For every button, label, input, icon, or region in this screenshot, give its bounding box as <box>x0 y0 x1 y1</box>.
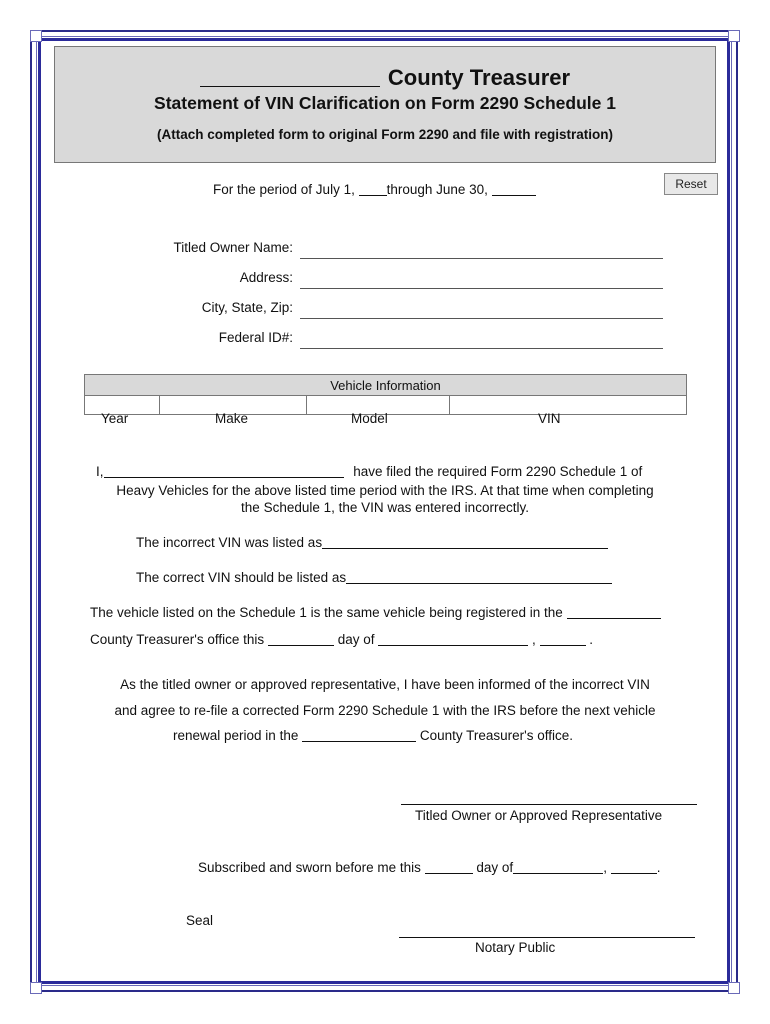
border-corner <box>728 982 740 994</box>
renewal-county-blank[interactable] <box>302 741 416 742</box>
same-vehicle-line-1: The vehicle listed on the Schedule 1 is the same vehicle being registered in the <box>90 605 661 620</box>
acknowledge-line-2: and agree to re-file a corrected Form 2290 Schedule 1 with the IRS before the next vehicle <box>114 703 656 718</box>
vehicle-table <box>84 374 687 415</box>
statement-line-3: the Schedule 1, the VIN was entered incorrectly. <box>241 500 529 515</box>
sworn-line: Subscribed and sworn before me this day of , . <box>198 860 661 875</box>
incorrect-vin-line: The incorrect VIN was listed as <box>136 535 608 550</box>
acknowledge-line-1: As the titled owner or approved representative, I have been informed of the incorrect VIN <box>120 677 650 692</box>
address-input[interactable] <box>300 270 663 289</box>
correct-vin-blank[interactable] <box>346 583 612 584</box>
vin-cell[interactable] <box>450 396 687 415</box>
city-state-zip-input[interactable] <box>300 300 663 319</box>
reset-button[interactable]: Reset <box>664 173 718 195</box>
attach-note: (Attach completed form to original Form 2290 and file with registration) <box>156 127 614 142</box>
form-title: County Treasurer <box>55 65 715 91</box>
year-column-label: Year <box>101 411 129 426</box>
address-label: Address: <box>239 270 293 285</box>
statement-line-1: I, have filed the required Form 2290 Schedule 1 of <box>96 464 643 479</box>
incorrect-vin-blank[interactable] <box>322 548 608 549</box>
sworn-day-blank[interactable] <box>425 873 473 874</box>
county-name-blank[interactable] <box>200 86 380 87</box>
owner-name-label: Titled Owner Name: <box>173 240 293 255</box>
correct-vin-line: The correct VIN should be listed as <box>136 570 612 585</box>
period-end-year-blank[interactable] <box>492 195 536 196</box>
border-corner <box>728 30 740 42</box>
same-vehicle-line-2: County Treasurer's office this day of , . <box>90 632 594 647</box>
registration-day-blank[interactable] <box>268 645 334 646</box>
period-start-year-blank[interactable] <box>359 195 387 196</box>
registration-county-blank[interactable] <box>567 618 661 619</box>
sworn-year-blank[interactable] <box>611 873 657 874</box>
vin-input[interactable] <box>450 396 690 414</box>
declarant-name-blank[interactable] <box>104 477 344 478</box>
vehicle-table-heading: Vehicle Information <box>85 375 687 396</box>
registration-month-blank[interactable] <box>378 645 528 646</box>
owner-name-input[interactable] <box>300 240 663 259</box>
form-subtitle: Statement of VIN Clarification on Form 2290 Schedule 1 <box>154 93 616 113</box>
statement-line-2: Heavy Vehicles for the above listed time period with the IRS. At that time when completing <box>116 483 654 498</box>
federal-id-label: Federal ID#: <box>218 330 293 345</box>
model-column-label: Model <box>351 411 388 426</box>
vin-column-label: VIN <box>538 411 561 426</box>
border-corner <box>30 982 42 994</box>
owner-signature-line[interactable] <box>401 804 697 805</box>
registration-year-blank[interactable] <box>540 645 586 646</box>
seal-label: Seal <box>186 913 214 928</box>
border-corner <box>30 30 42 42</box>
acknowledge-line-3: renewal period in the County Treasurer's office. <box>173 728 574 743</box>
sworn-month-blank[interactable] <box>513 873 603 874</box>
owner-signature-label: Titled Owner or Approved Representative <box>415 808 663 823</box>
notary-signature-line[interactable] <box>399 937 695 938</box>
period-line: For the period of July 1, through June 30, <box>213 182 536 197</box>
form-header <box>54 46 716 163</box>
federal-id-input[interactable] <box>300 330 663 349</box>
notary-label: Notary Public <box>475 940 556 955</box>
make-column-label: Make <box>215 411 249 426</box>
city-state-zip-label: City, State, Zip: <box>201 300 293 315</box>
